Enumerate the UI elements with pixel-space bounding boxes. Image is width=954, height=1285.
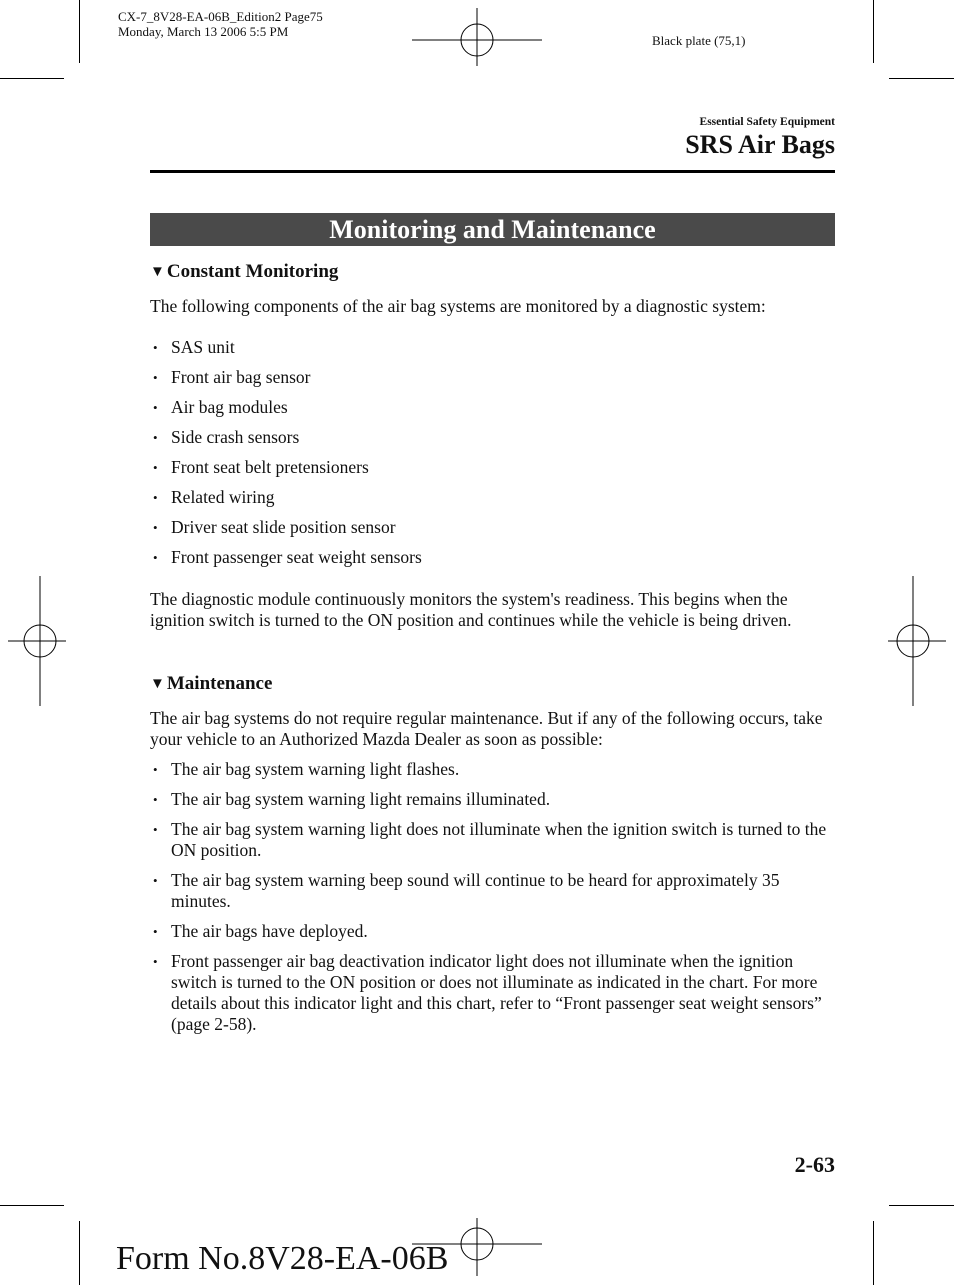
list-item: • Related wiring [153, 487, 275, 507]
bullet-icon: • [153, 924, 158, 939]
bullet-icon: • [153, 340, 158, 355]
list-item: • The air bag system warning light does not illuminate when the ignition switch is turned to the ON position. [153, 819, 827, 860]
maintenance-conditions-list [150, 759, 838, 1044]
list-item: • Front passenger air bag deactivation indicator light does not illuminate when the ignition switch is turned to the ON position or does not illuminate as indicated in the chart. For more details about this indicator light and this chart, refer to “Front passenger seat weight sensors” (page 2-58). [153, 951, 822, 1034]
crop-mark [0, 78, 64, 79]
page-number: 2-63 [794, 1152, 835, 1177]
triangle-down-icon: ▼ [150, 264, 165, 280]
bullet-icon: • [153, 370, 158, 385]
crop-mark [889, 1205, 954, 1206]
paragraph: The diagnostic module continuously monitors the system's readiness. This begins when the ignition switch is turned to the ON position and continues while the vehicle is being driven. [150, 589, 792, 630]
bullet-icon: • [153, 550, 158, 565]
triangle-down-icon: ▼ [150, 676, 165, 692]
list-item: • The air bag system warning light flashes. [153, 759, 460, 779]
crop-mark [873, 0, 874, 63]
list-item: • SAS unit [153, 337, 235, 357]
bullet-icon: • [153, 792, 158, 807]
title-rule [150, 170, 835, 173]
list-item: • Air bag modules [153, 397, 288, 417]
bullet-icon: • [153, 873, 158, 888]
crop-mark [0, 1205, 64, 1206]
section-label: Essential Safety Equipment [699, 116, 835, 128]
print-header-date: Monday, March 13 2006 5:5 PM [118, 24, 289, 39]
paragraph: The air bag systems do not require regular maintenance. But if any of the following occurs, take your vehicle to an Authorized Mazda Dealer as soon as possible: [150, 708, 823, 749]
bullet-icon: • [153, 430, 158, 445]
subheading-maintenance [150, 673, 272, 695]
crop-mark [79, 1221, 80, 1285]
list-item: • Front air bag sensor [153, 367, 311, 387]
print-header [118, 9, 323, 39]
registration-mark-right [886, 576, 946, 706]
plate-label: Black plate (75,1) [652, 33, 746, 48]
bullet-icon: • [153, 460, 158, 475]
list-item: • The air bags have deployed. [153, 921, 368, 941]
registration-mark-left [8, 576, 68, 706]
subheading-text: Maintenance [166, 673, 273, 694]
crop-mark [889, 78, 954, 79]
list-item: • Driver seat slide position sensor [153, 517, 396, 537]
crop-mark [873, 1221, 874, 1285]
paragraph: The following components of the air bag systems are monitored by a diagnostic system: [150, 296, 766, 316]
list-item: • Front seat belt pretensioners [153, 457, 369, 477]
bullet-icon: • [153, 520, 158, 535]
bullet-icon: • [153, 400, 158, 415]
registration-mark-top [412, 8, 542, 68]
crop-mark [79, 0, 80, 63]
subheading-constant-monitoring [150, 261, 338, 283]
monitored-components-list [150, 337, 840, 577]
subheading-text: Constant Monitoring [166, 261, 339, 282]
list-item: • The air bag system warning beep sound will continue to be heard for approximately 35 minutes. [153, 870, 780, 911]
form-number: Form No.8V28-EA-06B [116, 1240, 449, 1277]
section-banner: Monitoring and Maintenance [150, 213, 835, 246]
print-header-file: CX-7_8V28-EA-06B_Edition2 Page75 [118, 9, 323, 24]
list-item: • Side crash sensors [153, 427, 300, 447]
list-item: • The air bag system warning light remains illuminated. [153, 789, 551, 809]
bullet-icon: • [153, 954, 158, 969]
list-item: • Front passenger seat weight sensors [153, 547, 422, 567]
page-title: SRS Air Bags [685, 130, 835, 159]
bullet-icon: • [153, 762, 158, 777]
bullet-icon: • [153, 490, 158, 505]
bullet-icon: • [153, 822, 158, 837]
